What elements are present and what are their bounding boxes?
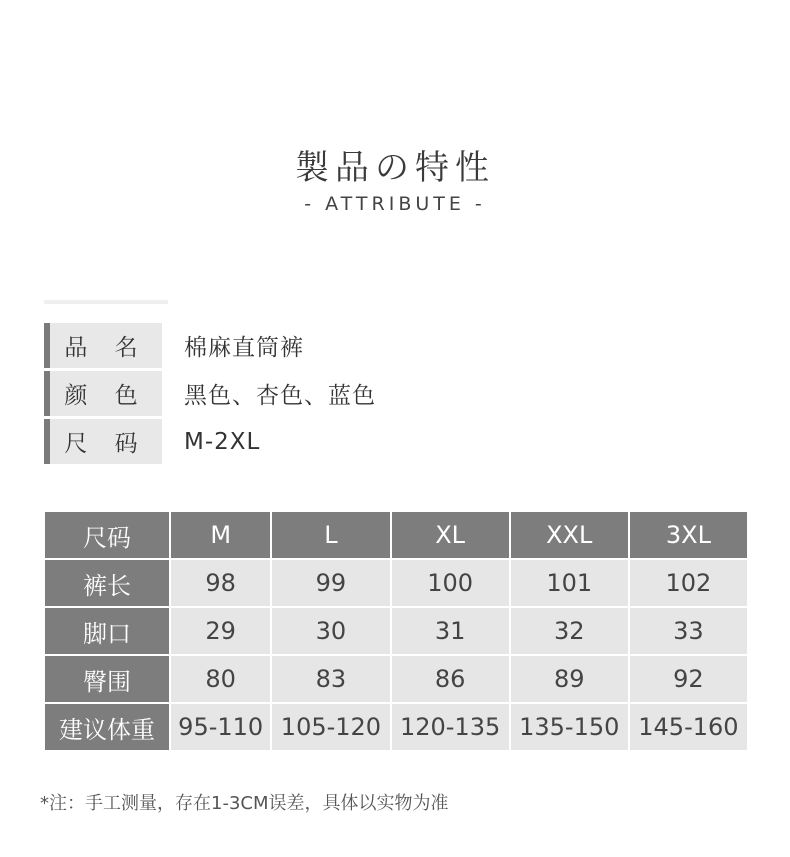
table-cell: 95-110 — [170, 703, 271, 751]
attribute-key: 品 名 — [44, 323, 162, 368]
table-cell: 89 — [510, 655, 629, 703]
row-label: 建议体重 — [44, 703, 170, 751]
table-cell: 145-160 — [629, 703, 748, 751]
table-cell: 32 — [510, 607, 629, 655]
attribute-row-name — [44, 323, 304, 368]
table-cell: 135-150 — [510, 703, 629, 751]
table-row — [44, 559, 748, 607]
attribute-key: 尺 码 — [44, 419, 162, 464]
table-cell: 30 — [271, 607, 390, 655]
header-cell: XXL — [510, 511, 629, 559]
table-cell: 120-135 — [391, 703, 510, 751]
header-cell: L — [271, 511, 390, 559]
measurement-note: *注：手工测量，存在1-3CM误差，具体以实物为准 — [40, 793, 449, 814]
header-cell: M — [170, 511, 271, 559]
attribute-key: 颜 色 — [44, 371, 162, 416]
header-cell: 尺码 — [44, 511, 170, 559]
attribute-value: 黑色、杏色、蓝色 — [184, 383, 376, 409]
attribute-value: 棉麻直筒裤 — [184, 335, 304, 361]
table-cell: 100 — [391, 559, 510, 607]
table-cell: 101 — [510, 559, 629, 607]
page-subtitle: - ATTRIBUTE - — [304, 193, 486, 215]
row-label: 脚口 — [44, 607, 170, 655]
table-cell: 83 — [271, 655, 390, 703]
table-cell: 92 — [629, 655, 748, 703]
table-cell: 33 — [629, 607, 748, 655]
attribute-row-size — [44, 419, 260, 464]
table-cell: 80 — [170, 655, 271, 703]
table-cell: 29 — [170, 607, 271, 655]
header-cell: XL — [391, 511, 510, 559]
attribute-row-color — [44, 371, 376, 416]
table-cell: 102 — [629, 559, 748, 607]
table-cell: 31 — [391, 607, 510, 655]
table-cell: 99 — [271, 559, 390, 607]
row-label: 臀围 — [44, 655, 170, 703]
size-table — [43, 510, 749, 752]
table-cell: 105-120 — [271, 703, 390, 751]
attribute-value: M-2XL — [184, 428, 261, 455]
row-label: 裤长 — [44, 559, 170, 607]
table-row — [44, 607, 748, 655]
page-title: 製品の特性 — [295, 148, 495, 188]
table-row — [44, 703, 748, 751]
decorative-strip — [44, 300, 168, 304]
table-cell: 86 — [391, 655, 510, 703]
size-table-header-row — [44, 511, 748, 559]
table-cell: 98 — [170, 559, 271, 607]
table-row — [44, 655, 748, 703]
header-cell: 3XL — [629, 511, 748, 559]
